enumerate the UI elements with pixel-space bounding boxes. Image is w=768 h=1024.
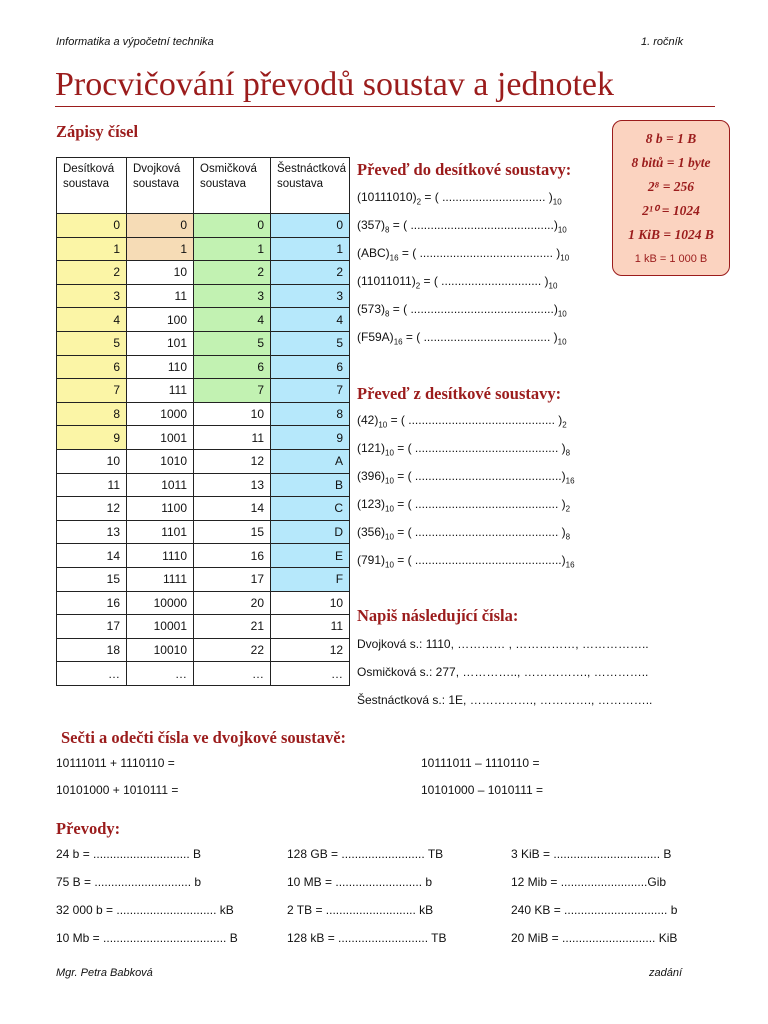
table-row: [57, 331, 350, 355]
table-cell: 1110: [127, 544, 194, 568]
exercise-text: = ( ............................................ ): [387, 413, 563, 427]
table-cell: 14: [194, 497, 271, 521]
table-row: [57, 662, 350, 686]
exercise-line: [357, 274, 557, 290]
write-number-line: Dvojková s.: 1110, ………… , ……………, ……………..: [357, 637, 649, 651]
exercise-text: = ( ...........................................): [389, 218, 558, 232]
exercise-text: (ABC): [357, 246, 390, 260]
table-cell: 8: [57, 402, 127, 426]
exercise-text: (791): [357, 553, 386, 567]
table-cell: A: [271, 449, 350, 473]
write-number-line: Osmičková s.: 277, ………….., ……………., …………..: [357, 665, 649, 679]
table-cell: 0: [127, 214, 194, 238]
exercise-text: = ( ............................................): [393, 469, 566, 483]
table-cell: 10010: [127, 638, 194, 662]
table-cell: 4: [271, 308, 350, 332]
table-cell: …: [127, 662, 194, 686]
info-line: 1 kB = 1 000 B: [634, 253, 708, 265]
exercise-text: (573): [357, 302, 386, 316]
table-header-cell: Osmičková soustava: [194, 158, 271, 214]
exercise-line: [357, 190, 562, 206]
table-cell: …: [194, 662, 271, 686]
exercise-text: (356): [357, 525, 386, 539]
table-cell: 1: [57, 237, 127, 261]
exercise-line: [357, 525, 570, 541]
table-cell: B: [271, 473, 350, 497]
base-subscript: 8: [385, 309, 390, 319]
conversion-exercise: 12 Mib = ..........................Gib: [511, 875, 667, 889]
table-header-cell: Desítková soustava: [57, 158, 127, 214]
table-cell: 0: [271, 214, 350, 238]
exercise-text: (121): [357, 441, 386, 455]
exercise-text: (357): [357, 218, 386, 232]
base-subscript: 8: [565, 532, 571, 542]
table-cell: 6: [271, 355, 350, 379]
base-subscript: 16: [565, 560, 575, 570]
info-line: 8 bitů = 1 byte: [631, 155, 711, 170]
title-divider: [55, 106, 715, 107]
binary-op: 10101000 + 1010111 =: [56, 783, 179, 797]
table-cell: 1011: [127, 473, 194, 497]
table-cell: 5: [194, 331, 271, 355]
table-row: [57, 615, 350, 639]
table-cell: 20: [194, 591, 271, 615]
exercise-line: [357, 246, 569, 262]
table-cell: 5: [57, 331, 127, 355]
base-subscript: 10: [557, 337, 567, 347]
exercise-text: = ( ...........................................): [389, 302, 558, 316]
table-cell: 10001: [127, 615, 194, 639]
base-subscript: 10: [557, 309, 567, 319]
info-box: [612, 120, 730, 276]
info-line: 8 b = 1 B: [645, 131, 697, 146]
info-line: 2¹⁰ = 1024: [642, 203, 700, 218]
exercise-text: (F59A): [357, 330, 394, 344]
exercise-line: [357, 330, 567, 346]
exercise-line: [357, 441, 570, 457]
section-to-decimal-heading: Převeď do desítkové soustavy:: [357, 160, 572, 179]
table-cell: 100: [127, 308, 194, 332]
table-cell: 3: [194, 284, 271, 308]
table-cell: 110: [127, 355, 194, 379]
conversion-exercise: 240 KB = ............................... b: [511, 903, 678, 917]
table-row: [57, 261, 350, 285]
table-cell: 15: [57, 567, 127, 591]
table-cell: 11: [194, 426, 271, 450]
page-title: Procvičování převodů soustav a jednotek: [55, 66, 614, 103]
exercise-text: = ( ............................................): [393, 553, 566, 567]
exercise-text: = ( .............................. ): [420, 274, 549, 288]
section-zapisy-heading: Zápisy čísel: [56, 122, 139, 141]
table-header-cell: Šestnáctková soustava: [271, 158, 350, 214]
base-subscript: 16: [389, 253, 399, 263]
section-conversions-heading: Převody:: [56, 819, 121, 838]
base-subscript: 2: [416, 197, 422, 207]
table-cell: 9: [57, 426, 127, 450]
table-cell: 2: [194, 261, 271, 285]
table-cell: 7: [271, 379, 350, 403]
exercise-text: = ( ............................... ): [421, 190, 553, 204]
base-subscript: 2: [562, 420, 567, 430]
exercise-text: (123): [357, 497, 386, 511]
table-cell: 9: [271, 426, 350, 450]
table-row: [57, 449, 350, 473]
table-cell: 13: [194, 473, 271, 497]
exercise-line: [357, 497, 570, 513]
table-cell: 10: [271, 591, 350, 615]
table-cell: …: [57, 662, 127, 686]
table-cell: 18: [57, 638, 127, 662]
table-cell: 15: [194, 520, 271, 544]
table-cell: 12: [271, 638, 350, 662]
table-row: [57, 426, 350, 450]
exercise-text: (11011011): [357, 274, 416, 288]
table-cell: …: [271, 662, 350, 686]
table-row: [57, 355, 350, 379]
table-row: [57, 591, 350, 615]
exercise-text: = ( ...................................... ): [402, 330, 558, 344]
base-subscript: 8: [565, 448, 571, 458]
conversion-exercise: 3 KiB = ................................ B: [511, 847, 672, 861]
table-row: [57, 308, 350, 332]
binary-op: 10111011 + 1110110 =: [56, 756, 175, 770]
table-cell: 101: [127, 331, 194, 355]
table-cell: 1100: [127, 497, 194, 521]
info-line: 1 KiB = 1024 B: [628, 227, 714, 242]
base-subscript: 2: [565, 504, 571, 514]
table-cell: 0: [194, 214, 271, 238]
base-subscript: 16: [393, 337, 403, 347]
table-row: [57, 237, 350, 261]
table-cell: 16: [57, 591, 127, 615]
table-cell: 1: [127, 237, 194, 261]
table-cell: 1: [271, 237, 350, 261]
base-subscript: 10: [552, 197, 562, 207]
table-cell: 12: [57, 497, 127, 521]
table-cell: 21: [194, 615, 271, 639]
section-write-numbers-heading: Napiš následující čísla:: [357, 606, 519, 625]
table-cell: 11: [57, 473, 127, 497]
base-subscript: 10: [557, 225, 567, 235]
table-cell: 111: [127, 379, 194, 403]
base-subscript: 10: [385, 560, 394, 570]
info-line: 2⁸ = 256: [647, 179, 695, 194]
exercise-text: = ( ........................................... ): [393, 497, 566, 511]
table-cell: 1010: [127, 449, 194, 473]
base-subscript: 10: [385, 504, 394, 514]
base-subscript: 10: [385, 448, 394, 458]
table-cell: 6: [57, 355, 127, 379]
table-cell: 1: [194, 237, 271, 261]
conversion-exercise: 32 000 b = .............................. kB: [56, 903, 234, 917]
base-subscript: 10: [560, 253, 570, 263]
exercise-text: = ( ........................................ ): [398, 246, 561, 260]
table-cell: 4: [57, 308, 127, 332]
table-cell: 10000: [127, 591, 194, 615]
conversion-exercise: 10 Mb = ..................................... B: [56, 931, 238, 945]
section-from-decimal-heading: Převeď z desítkové soustavy:: [357, 384, 562, 403]
table-cell: 3: [57, 284, 127, 308]
base-subscript: 10: [378, 420, 388, 430]
exercise-text: (10111010): [357, 190, 417, 204]
base-subscript: 2: [415, 281, 421, 291]
table-cell: 8: [271, 402, 350, 426]
table-cell: 4: [194, 308, 271, 332]
table-row: [57, 214, 350, 238]
write-number-line: Šestnáctková s.: 1E, ……………., …………., …………..: [357, 693, 653, 707]
exercise-line: [357, 469, 575, 485]
table-row: [57, 402, 350, 426]
table-cell: 10: [57, 449, 127, 473]
conversion-exercise: 10 MB = .......................... b: [287, 875, 433, 889]
header-grade: 1. ročník: [641, 36, 684, 48]
exercise-text: (396): [357, 469, 386, 483]
table-row: [57, 284, 350, 308]
base-subscript: 16: [565, 476, 575, 486]
table-cell: 17: [194, 567, 271, 591]
table-cell: 7: [194, 379, 271, 403]
header-subject: Informatika a výpočetní technika: [56, 36, 214, 48]
table-cell: 11: [127, 284, 194, 308]
exercise-text: = ( ........................................... ): [393, 441, 566, 455]
binary-op: 10101000 – 1010111 =: [421, 783, 544, 797]
table-cell: 17: [57, 615, 127, 639]
table-cell: 3: [271, 284, 350, 308]
table-cell: 7: [57, 379, 127, 403]
table-cell: 1111: [127, 567, 194, 591]
table-cell: 22: [194, 638, 271, 662]
conversion-exercise: 128 kB = ........................... TB: [287, 931, 447, 945]
table-cell: C: [271, 497, 350, 521]
exercise-line: [357, 413, 567, 429]
base-subscript: 10: [385, 476, 394, 486]
table-header-cell: Dvojková soustava: [127, 158, 194, 214]
binary-op: 10111011 – 1110110 =: [421, 756, 540, 770]
conversion-exercise: 2 TB = ........................... kB: [287, 903, 434, 917]
table-cell: E: [271, 544, 350, 568]
table-cell: 0: [57, 214, 127, 238]
conversion-exercise: 20 MiB = ............................ KiB: [511, 931, 678, 945]
table-cell: D: [271, 520, 350, 544]
table-cell: 5: [271, 331, 350, 355]
exercise-text: (42): [357, 413, 379, 427]
base-subscript: 10: [548, 281, 558, 291]
table-row: [57, 379, 350, 403]
footer-note: zadání: [649, 967, 683, 979]
base-subscript: 10: [385, 532, 394, 542]
table-cell: 6: [194, 355, 271, 379]
table-cell: 1000: [127, 402, 194, 426]
exercise-text: = ( ........................................... ): [393, 525, 566, 539]
conversion-exercise: 128 GB = ......................... TB: [287, 847, 444, 861]
conversion-exercise: 75 B = ............................. b: [56, 875, 202, 889]
table-cell: F: [271, 567, 350, 591]
table-row: [57, 520, 350, 544]
number-systems-table: [56, 157, 350, 686]
table-cell: 12: [194, 449, 271, 473]
exercise-line: [357, 302, 567, 318]
table-row: [57, 473, 350, 497]
table-row: [57, 638, 350, 662]
footer-author: Mgr. Petra Babková: [56, 967, 153, 979]
table-row: [57, 544, 350, 568]
exercise-line: [357, 218, 567, 234]
exercise-line: [357, 553, 575, 569]
table-cell: 10: [194, 402, 271, 426]
table-cell: 2: [271, 261, 350, 285]
table-cell: 16: [194, 544, 271, 568]
table-cell: 1101: [127, 520, 194, 544]
table-row: [57, 497, 350, 521]
table-cell: 11: [271, 615, 350, 639]
table-row: [57, 567, 350, 591]
table-cell: 2: [57, 261, 127, 285]
base-subscript: 8: [385, 225, 390, 235]
conversion-exercise: 24 b = ............................. B: [56, 847, 202, 861]
table-cell: 1001: [127, 426, 194, 450]
table-cell: 10: [127, 261, 194, 285]
section-binary-ops-heading: Sečti a odečti čísla ve dvojkové soustavě:: [61, 728, 347, 747]
table-cell: 14: [57, 544, 127, 568]
table-cell: 13: [57, 520, 127, 544]
